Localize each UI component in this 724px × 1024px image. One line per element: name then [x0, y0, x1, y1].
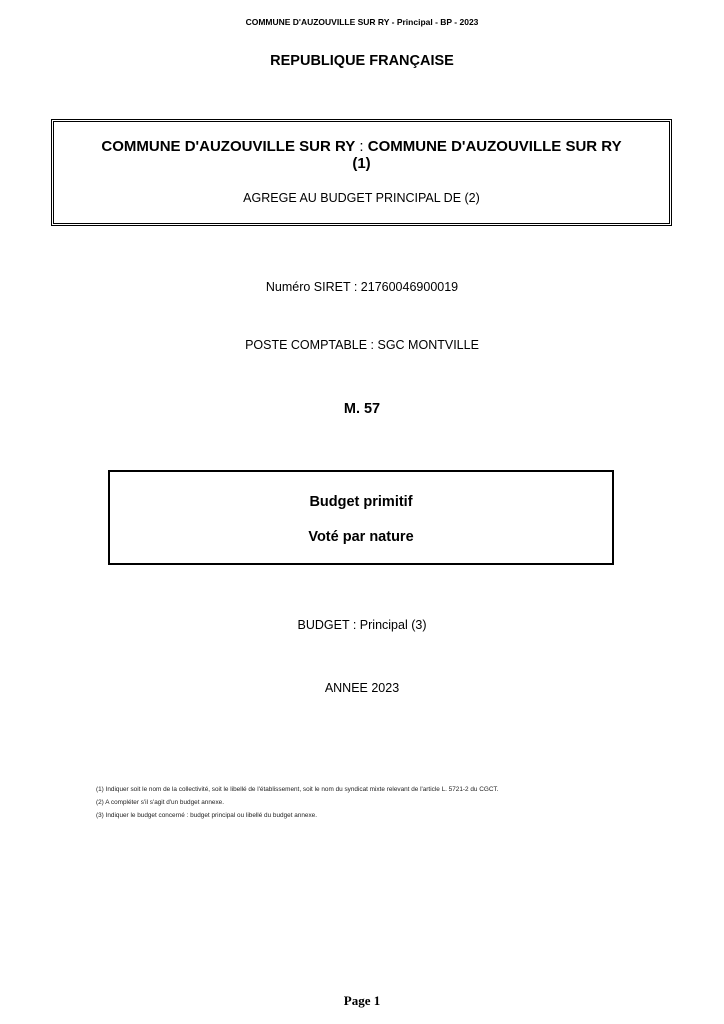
- collectivity-separator: :: [355, 138, 368, 155]
- collectivity-name-part1: COMMUNE D'AUZOUVILLE SUR RY: [101, 138, 356, 155]
- collectivity-title: [54, 138, 669, 172]
- collectivity-name-part2: COMMUNE D'AUZOUVILLE SUR RY: [367, 138, 622, 155]
- budget-box: [108, 470, 614, 565]
- budget-type: Budget primitif: [309, 494, 413, 510]
- budget-name: BUDGET : Principal (3): [297, 618, 427, 632]
- running-header: COMMUNE D'AUZOUVILLE SUR RY - Principal - BP - 2023: [245, 17, 479, 27]
- poste-comptable: POSTE COMPTABLE : SGC MONTVILLE: [245, 338, 479, 352]
- nomenclature-label: M. 57: [343, 401, 381, 417]
- footnote-3: (3) Indiquer le budget concerné : budget principal ou libellé du budget annexe.: [96, 812, 317, 819]
- footnotes: [96, 783, 656, 822]
- aggregate-line: AGREGE AU BUDGET PRINCIPAL DE (2): [243, 191, 480, 205]
- budget-vote-mode: Voté par nature: [308, 529, 414, 545]
- collectivity-note-ref: (1): [352, 155, 371, 172]
- collectivity-box: [53, 121, 670, 224]
- footnote-2: (2) A compléter s'il s'agit d'un budget annexe.: [96, 799, 224, 806]
- republic-heading: REPUBLIQUE FRANÇAISE: [270, 53, 454, 69]
- siret-number: Numéro SIRET : 21760046900019: [265, 280, 459, 294]
- footnote-1: (1) Indiquer soit le nom de la collectivité, soit le libellé de l'établissement, soit le nom du syndicat mixte relevant de l'article L. 5721-2 du CGCT.: [96, 786, 499, 793]
- page-number: Page 1: [343, 993, 381, 1008]
- budget-year: ANNEE 2023: [324, 681, 400, 695]
